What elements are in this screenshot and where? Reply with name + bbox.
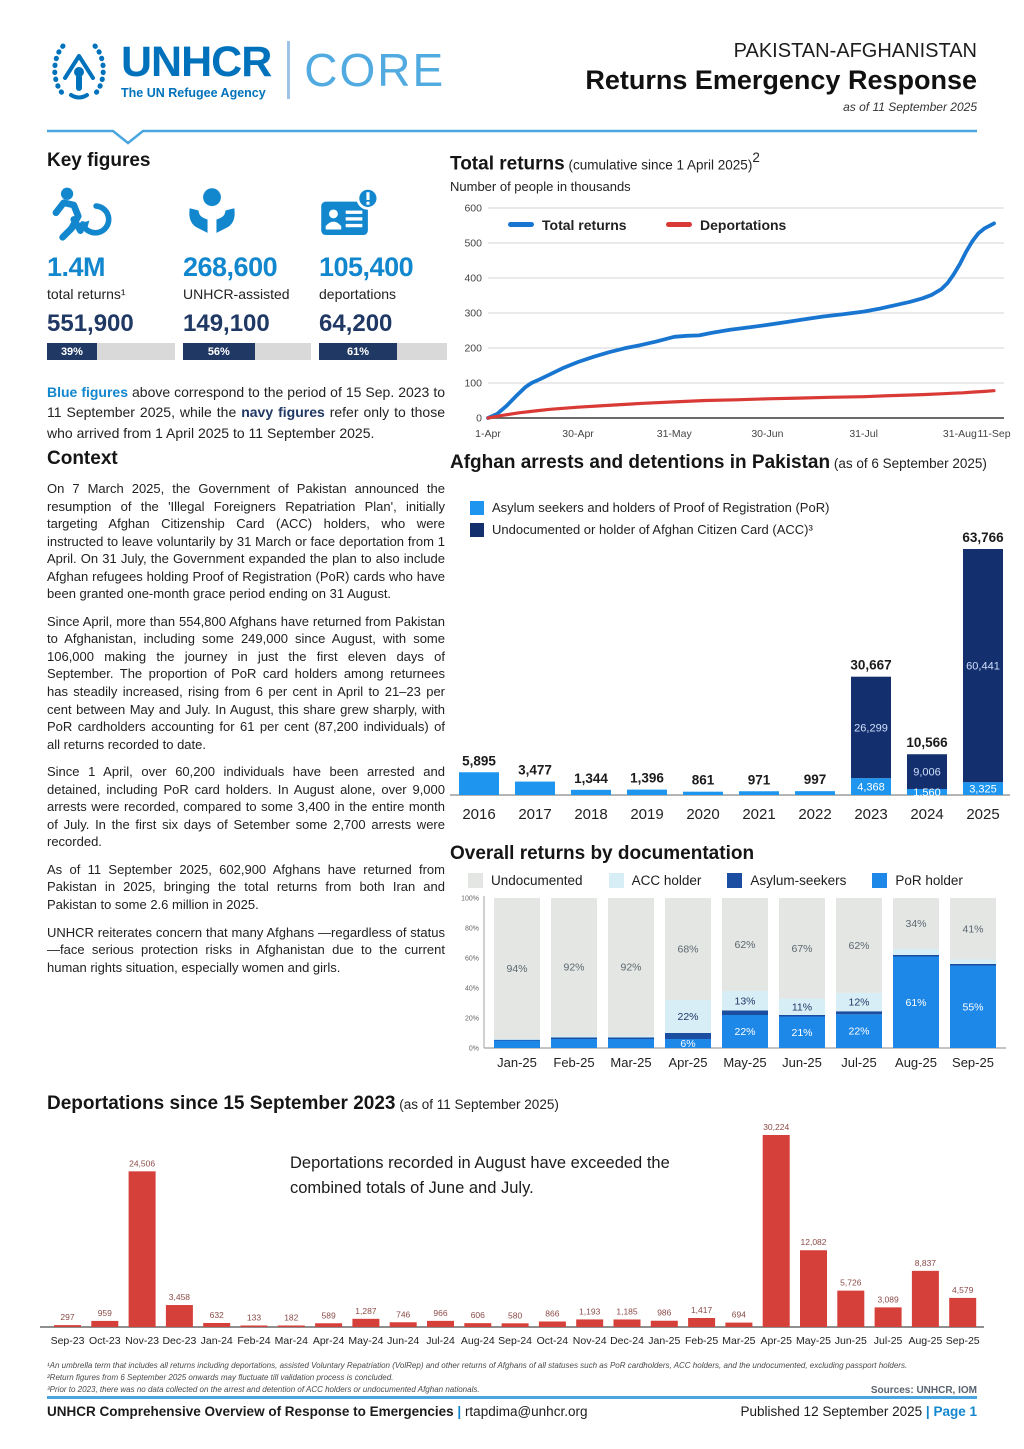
acc-percent-label: 13% (734, 995, 756, 1008)
x-tick-label: Jul-25 (841, 1055, 877, 1070)
progress-percent: 39% (60, 345, 83, 358)
legend-item-acc-holder (609, 873, 702, 888)
asylum-bar-segment (722, 1011, 768, 1016)
legend-label: Undocumented (491, 873, 583, 888)
acc-bar-label: 26,299 (854, 722, 888, 735)
bar-total-label: 997 (803, 772, 827, 788)
x-tick-label: Aug-24 (460, 1335, 495, 1347)
legend-item-undocumented (468, 873, 583, 888)
bar-value-label: 746 (396, 1309, 411, 1320)
acc-holder-legend-swatch (609, 873, 624, 888)
acc-legend-swatch (470, 523, 484, 537)
deportations-chart-section (40, 1093, 984, 1368)
y-tick-label: 20% (464, 1015, 479, 1023)
legend-swatch (666, 222, 692, 227)
deportation-bar (427, 1321, 454, 1327)
x-tick-label: Aug-25 (908, 1335, 943, 1347)
logo-divider (287, 41, 290, 99)
por-percent-label: 61% (905, 996, 927, 1009)
x-tick-label: Sep-25 (945, 1335, 980, 1347)
footer-page-number: Page 1 (933, 1404, 977, 1419)
x-tick-label: 1-Apr (475, 428, 501, 441)
footer-org: UNHCR Comprehensive Overview of Response to Emergencies (47, 1404, 454, 1419)
por-legend-swatch (470, 501, 484, 515)
legend-label: ACC holder (631, 873, 702, 888)
undocumented-percent-label: 92% (563, 961, 585, 974)
x-tick-label: 11-Sep (977, 428, 1011, 441)
total-returns-chart-section (450, 150, 1010, 451)
x-tick-label: Apr-25 (760, 1335, 792, 1347)
legend-item-acc (470, 522, 1010, 537)
asylum-bar-segment (836, 1011, 882, 1014)
y-tick-label: 100 (464, 377, 482, 390)
bar-value-label: 1,287 (355, 1305, 377, 1316)
key-figure-value: 1.4M (47, 252, 106, 282)
y-tick-label: 60% (464, 955, 479, 963)
por-holder-legend-swatch (872, 873, 887, 888)
acc-percent-label: 12% (848, 996, 870, 1009)
core-wordmark: CORE (304, 44, 446, 96)
key-figure-unhcr-assisted (183, 182, 310, 360)
deportation-bar (278, 1326, 305, 1328)
x-tick-label: Jun-25 (782, 1055, 822, 1070)
legend-label: Asylum seekers and holders of Proof of Registration (PoR) (492, 500, 830, 515)
series-line (488, 224, 994, 419)
key-figures-section (47, 150, 445, 443)
report-date: as of 11 September 2025 (843, 100, 977, 114)
por-bar-segment (627, 790, 667, 795)
deportation-bar (949, 1298, 976, 1327)
logo-wordmark: UNHCR (121, 37, 272, 86)
bar-value-label: 986 (657, 1307, 672, 1318)
bar-value-label: 12,082 (800, 1237, 827, 1248)
helping-hands-icon (183, 186, 241, 244)
bar-value-label: 589 (321, 1310, 336, 1321)
bar-value-label: 606 (470, 1310, 485, 1321)
x-tick-label: Jan-25 (497, 1055, 537, 1070)
arrests-chart-section (450, 452, 1010, 840)
x-tick-label: Jun-24 (387, 1335, 420, 1347)
bar-value-label: 632 (209, 1309, 224, 1320)
series-line (488, 391, 994, 418)
deportation-bar (539, 1321, 566, 1327)
x-tick-label: 31-Jul (849, 428, 878, 441)
bar-total-label: 861 (691, 772, 715, 788)
x-tick-label: 2024 (910, 806, 944, 823)
bar-value-label: 966 (433, 1307, 448, 1318)
deportation-bar (763, 1135, 790, 1327)
undocumented-percent-label: 62% (734, 939, 756, 951)
por-percent-label: 22% (734, 1026, 756, 1038)
deportation-bar (502, 1323, 529, 1327)
bar-total-label: 3,477 (518, 762, 552, 778)
line-chart-svg (450, 198, 1010, 446)
x-tick-label: Nov-24 (572, 1335, 607, 1347)
legend-label: Asylum-seekers (750, 873, 847, 888)
progress-bar (183, 343, 311, 360)
y-tick-label: 300 (464, 307, 482, 320)
asylum-bar-segment (608, 1038, 654, 1040)
asylum-bar-segment (893, 955, 939, 957)
x-tick-label: May-25 (795, 1335, 832, 1347)
bar-value-label: 1,417 (690, 1304, 713, 1315)
note-text: above correspond to the period of 15 Sep. 2023 to 11 September 2025, while the (47, 384, 446, 421)
footer-left (47, 1404, 587, 1419)
deportation-bar (614, 1319, 641, 1327)
por-bar-segment (608, 1039, 654, 1048)
footer-separator: | (925, 1404, 930, 1419)
context-paragraph: On 7 March 2025, the Government of Pakistan announced the resumption of the 'Illegal Foreigners Repatriation Plan', initially targeting Afghan Citizenship Card (ACC) holders, who were instructed to leave voluntarily by 31 March or face deportation from 1 April. On 31 July, the Government expanded the plan to also include Afghan refugees holding Proof of Registration (PoR) cards who have been granted one-month grace period ending on 31 August. (47, 481, 445, 602)
deportation-bar (688, 1318, 715, 1327)
por-percent-label: 55% (962, 1001, 984, 1014)
x-tick-label: Mar-24 (274, 1335, 308, 1347)
x-tick-label: 2017 (518, 806, 552, 823)
bar-value-label: 182 (284, 1312, 299, 1323)
por-bar-segment (459, 772, 499, 795)
report-title: Returns Emergency Response (585, 65, 977, 95)
footnote: ¹An umbrella term that includes all returns including deportations, assisted Voluntary Repatriation (VolRep) and other returns of Afghans of all statuses such as PoR cardholders, ACC holders, and the undocumented, excluding passport holders. (47, 1361, 908, 1370)
deportation-bar (464, 1323, 491, 1327)
legend-label: Total returns (542, 217, 627, 234)
y-tick-label: 0 (476, 412, 482, 425)
deportation-bar (241, 1326, 268, 1328)
deportation-bar (576, 1319, 603, 1327)
bar-value-label: 694 (731, 1309, 746, 1320)
context-paragraph: UNHCR reiterates concern that many Afghans —regardless of status—face serious protection risks in Afghanistan due to the current human rights situation, especially women and girls. (47, 924, 445, 975)
unhcr-emblem-icon (47, 38, 111, 102)
undocumented-percent-label: 94% (506, 963, 528, 975)
context-paragraph: Since 1 April, over 60,200 individuals have been arrested and detained, including PoR card holders. In August alone, over 9,000 arrests were recorded, compared to some 3,400 in the entire month of July. In the first six days of Setember some 2,700 arrests were recorded. (47, 764, 445, 850)
key-figure-label: UNHCR-assisted (183, 286, 290, 302)
deportation-bar (651, 1321, 678, 1327)
deportation-bar (352, 1319, 379, 1327)
asylum-bar-segment (779, 1015, 825, 1017)
key-figure-label: deportations (319, 286, 397, 302)
bar-value-label: 5,726 (840, 1277, 862, 1288)
deportation-card-icon (319, 186, 379, 244)
progress-percent: 61% (347, 345, 370, 358)
asylum-bar-segment (551, 1038, 597, 1040)
x-tick-label: 2022 (798, 806, 832, 823)
deportation-bar (837, 1291, 864, 1327)
footer-email[interactable]: rtapdima@unhcr.org (464, 1404, 588, 1419)
key-figures-heading: Key figures (47, 150, 151, 171)
x-tick-label: Sep-23 (50, 1335, 85, 1347)
x-tick-label: 31-May (656, 428, 692, 441)
legend-swatch (508, 222, 534, 227)
context-paragraph: Since April, more than 554,800 Afghans have returned from Pakistan to Afghanistan, including some 249,000 since August, with some 106,000 making the journey in just the first eleven days of September. The proportion of PoR card holders among returnees has steadily increased, rising from 6 per cent in April to 21–23 per cent between May and July. In August, this share grew sharply, with PoR cardholders accounting for 61 per cent (87,200 individuals) of all returns recorded to date. (47, 613, 445, 752)
por-percent-label: 6% (680, 1038, 696, 1050)
navy-figures-label: navy figures (241, 404, 325, 421)
x-tick-label: Mar-25 (722, 1335, 756, 1347)
deportation-bar (390, 1322, 417, 1327)
legend-label: PoR holder (895, 873, 963, 888)
por-bar-segment (551, 1039, 597, 1048)
key-figure-total-returns (47, 182, 174, 360)
x-tick-label: 2020 (686, 806, 720, 823)
x-tick-label: May-24 (348, 1335, 384, 1347)
footnote: ³Prior to 2023, there was no data collected on the arrest and detention of ACC holders or undocumented Afghan nationals. (47, 1385, 480, 1394)
legend-item-por-holder (872, 873, 963, 888)
footer-right (741, 1404, 977, 1419)
footer-published: Published 12 September 2025 (740, 1404, 923, 1419)
por-bar-segment (683, 792, 723, 795)
acc-bar-segment (551, 1036, 597, 1038)
footer-rule (47, 1396, 977, 1399)
bar-value-label: 959 (97, 1307, 112, 1318)
key-figures-note (47, 382, 445, 443)
documentation-chart-section (450, 843, 1010, 1087)
x-tick-label: Feb-25 (553, 1055, 595, 1070)
por-percent-label: 22% (848, 1025, 870, 1038)
asylum-legend-swatch (727, 873, 742, 888)
x-tick-label: Aug-25 (895, 1055, 937, 1070)
undocumented-percent-label: 92% (620, 961, 642, 974)
legend-item-asylum-seekers (727, 873, 846, 888)
acc-percent-label: 11% (791, 1001, 813, 1014)
bar-total-label: 971 (747, 772, 771, 788)
progress-percent: 56% (207, 345, 230, 358)
legend-label: Undocumented or holder of Afghan Citizen Card (ACC)³ (492, 522, 813, 537)
deportation-bar (912, 1271, 939, 1327)
returnee-icon (47, 186, 105, 244)
y-tick-label: 200 (464, 342, 482, 355)
key-figure-subvalue: 551,900 (47, 310, 134, 337)
report-header (585, 40, 977, 114)
progress-bar (319, 343, 447, 360)
deportation-bar (725, 1323, 752, 1327)
acc-bar-segment (893, 949, 939, 955)
documentation-chart-svg (450, 890, 1010, 1082)
header-rule (47, 128, 977, 146)
footer (47, 1404, 977, 1419)
acc-bar-label: 9,006 (913, 766, 941, 779)
blue-figures-label: Blue figures (47, 384, 129, 400)
bar-total-label: 1,344 (574, 770, 608, 786)
y-tick-label: 400 (464, 272, 482, 285)
x-tick-label: 2021 (742, 806, 776, 823)
x-tick-label: Feb-24 (237, 1335, 271, 1347)
deportation-bar (166, 1305, 193, 1327)
bar-value-label: 580 (508, 1310, 523, 1321)
por-bar-label: 1,560 (913, 786, 941, 799)
context-paragraph: As of 11 September 2025, 602,900 Afghans have returned from Pakistan in 2025, bringing the total returns from both Iran and Pakistan to some 2.6 million in 2025. (47, 861, 445, 913)
documentation-stacked-chart (450, 890, 1010, 1087)
bar-total-label: 63,766 (962, 530, 1004, 545)
bar-value-label: 866 (545, 1308, 560, 1319)
acc-bar-segment (608, 1036, 654, 1038)
x-tick-label: 30-Apr (562, 428, 594, 441)
x-tick-label: 2023 (854, 806, 888, 823)
deportation-bar (54, 1325, 81, 1327)
por-bar-segment (515, 782, 555, 795)
undocumented-legend-swatch (468, 873, 483, 888)
undocumented-percent-label: 67% (791, 942, 813, 955)
undocumented-percent-label: 41% (962, 923, 984, 936)
acc-bar-segment (950, 960, 996, 965)
asylum-bar-segment (950, 964, 996, 966)
bar-value-label: 3,089 (877, 1294, 899, 1305)
bar-value-label: 1,193 (579, 1306, 601, 1317)
x-tick-label: Apr-25 (668, 1055, 708, 1070)
x-tick-label: Jun-25 (834, 1335, 867, 1347)
bar-value-label: 30,224 (763, 1122, 790, 1132)
bar-value-label: 133 (246, 1312, 262, 1323)
report-region: PAKISTAN-AFGHANISTAN (733, 40, 977, 62)
key-figure-value: 268,600 (183, 252, 278, 282)
y-tick-label: 100% (461, 895, 479, 903)
y-tick-label: 40% (464, 985, 479, 993)
y-tick-label: 500 (464, 237, 482, 250)
y-tick-label: 80% (464, 925, 479, 933)
undocumented-percent-label: 34% (905, 918, 927, 930)
por-percent-label: 21% (791, 1026, 813, 1039)
deportation-bar (203, 1323, 230, 1327)
deportation-bar (875, 1307, 902, 1327)
bar-total-label: 1,396 (630, 770, 664, 786)
total-returns-title: Total returns (cumulative since 1 April 2025)$^2$ (450, 150, 760, 175)
asylum-bar-segment (494, 1040, 540, 1041)
documentation-title: Overall returns by documentation (450, 843, 755, 864)
deportation-bar (800, 1250, 827, 1327)
legend-item-por (470, 500, 1010, 515)
x-tick-label: Sep-25 (952, 1055, 994, 1070)
total-returns-line-chart (450, 198, 1010, 451)
sources-label: Sources: UNHCR, IOM (870, 1385, 977, 1396)
key-figure-subvalue: 64,200 (319, 310, 393, 337)
x-tick-label: Dec-23 (162, 1335, 197, 1347)
x-tick-label: Oct-23 (89, 1335, 121, 1347)
bar-value-label: 24,506 (129, 1158, 156, 1169)
context-section (47, 448, 445, 986)
deportation-bar (91, 1321, 118, 1327)
x-tick-label: 2019 (630, 806, 664, 823)
y-tick-label: 600 (464, 202, 482, 215)
x-tick-label: 30-Jun (751, 428, 784, 441)
x-tick-label: 2018 (574, 806, 608, 823)
x-tick-label: 31-Aug (942, 428, 977, 441)
bar-value-label: 297 (60, 1312, 75, 1323)
undocumented-percent-label: 68% (677, 943, 699, 956)
x-tick-label: Jan-24 (200, 1335, 233, 1347)
y-tick-label: 0% (468, 1045, 479, 1053)
key-figure-label: total returns¹ (47, 286, 126, 302)
arrests-bar-chart (450, 530, 1010, 840)
deportation-bar (315, 1323, 342, 1327)
bar-value-label: 3,458 (168, 1292, 191, 1303)
bar-total-label: 30,667 (850, 657, 892, 673)
bar-total-label: 5,895 (462, 753, 496, 769)
deportations-title: Deportations since 15 September 2023 (as of 11 September 2025) (47, 1093, 559, 1114)
deportation-bar (129, 1171, 156, 1327)
logo-tagline: The UN Refugee Agency (121, 85, 266, 100)
por-bar-label: 4,368 (857, 781, 885, 794)
x-tick-label: Feb-25 (684, 1335, 719, 1347)
x-tick-label: Mar-25 (610, 1055, 652, 1070)
unhcr-core-logo (47, 38, 445, 102)
legend-label: Deportations (700, 217, 787, 234)
context-heading: Context (47, 448, 118, 469)
progress-bar (47, 343, 175, 360)
x-tick-label: 2025 (966, 806, 1000, 823)
acc-bar-segment (494, 1039, 540, 1040)
arrests-chart-svg (450, 530, 1010, 835)
x-tick-label: 2016 (462, 806, 496, 823)
footnote: ²Return figures from 6 September 2025 onwards may fluctuate till validation process is concluded. (47, 1373, 394, 1382)
x-tick-label: Nov-23 (125, 1335, 160, 1347)
x-tick-label: Jul-25 (873, 1335, 903, 1347)
bar-total-label: 10,566 (906, 735, 948, 751)
por-bar-label: 3,325 (969, 783, 997, 796)
footer-separator: | (457, 1404, 462, 1419)
arrests-title: Afghan arrests and detentions in Pakistan (as of 6 September 2025) (450, 452, 987, 473)
por-bar-segment (494, 1041, 540, 1049)
por-bar-segment (571, 790, 611, 795)
por-bar-segment (795, 791, 835, 795)
undocumented-percent-label: 62% (848, 939, 870, 952)
key-figure-value: 105,400 (319, 252, 414, 282)
key-figure-subvalue: 149,100 (183, 310, 270, 337)
x-tick-label: Apr-24 (312, 1335, 345, 1347)
footnotes (47, 1360, 977, 1396)
por-bar-segment (739, 791, 779, 795)
acc-bar-label: 60,441 (966, 660, 1000, 673)
acc-percent-label: 22% (677, 1011, 699, 1023)
key-figure-deportations (319, 182, 446, 360)
x-tick-label: Dec-24 (610, 1335, 644, 1347)
x-tick-label: Oct-24 (536, 1335, 569, 1347)
total-returns-subtitle: Number of people in thousands (450, 179, 631, 195)
bar-value-label: 1,185 (616, 1306, 638, 1317)
x-tick-label: Jul-24 (426, 1335, 455, 1347)
bar-value-label: 4,579 (952, 1284, 974, 1295)
documentation-legend (468, 873, 1010, 888)
x-tick-label: May-25 (723, 1055, 767, 1070)
bar-value-label: 8,837 (914, 1257, 937, 1268)
deportations-annotation: Deportations recorded in August have exceeded the combined totals of June and July. (290, 1154, 670, 1197)
x-tick-label: Sep-24 (498, 1335, 533, 1347)
note-text: refer only to those who arrived from 1 April 2025 to 11 September 2025. (47, 404, 445, 441)
x-tick-label: Jan-25 (648, 1335, 681, 1347)
